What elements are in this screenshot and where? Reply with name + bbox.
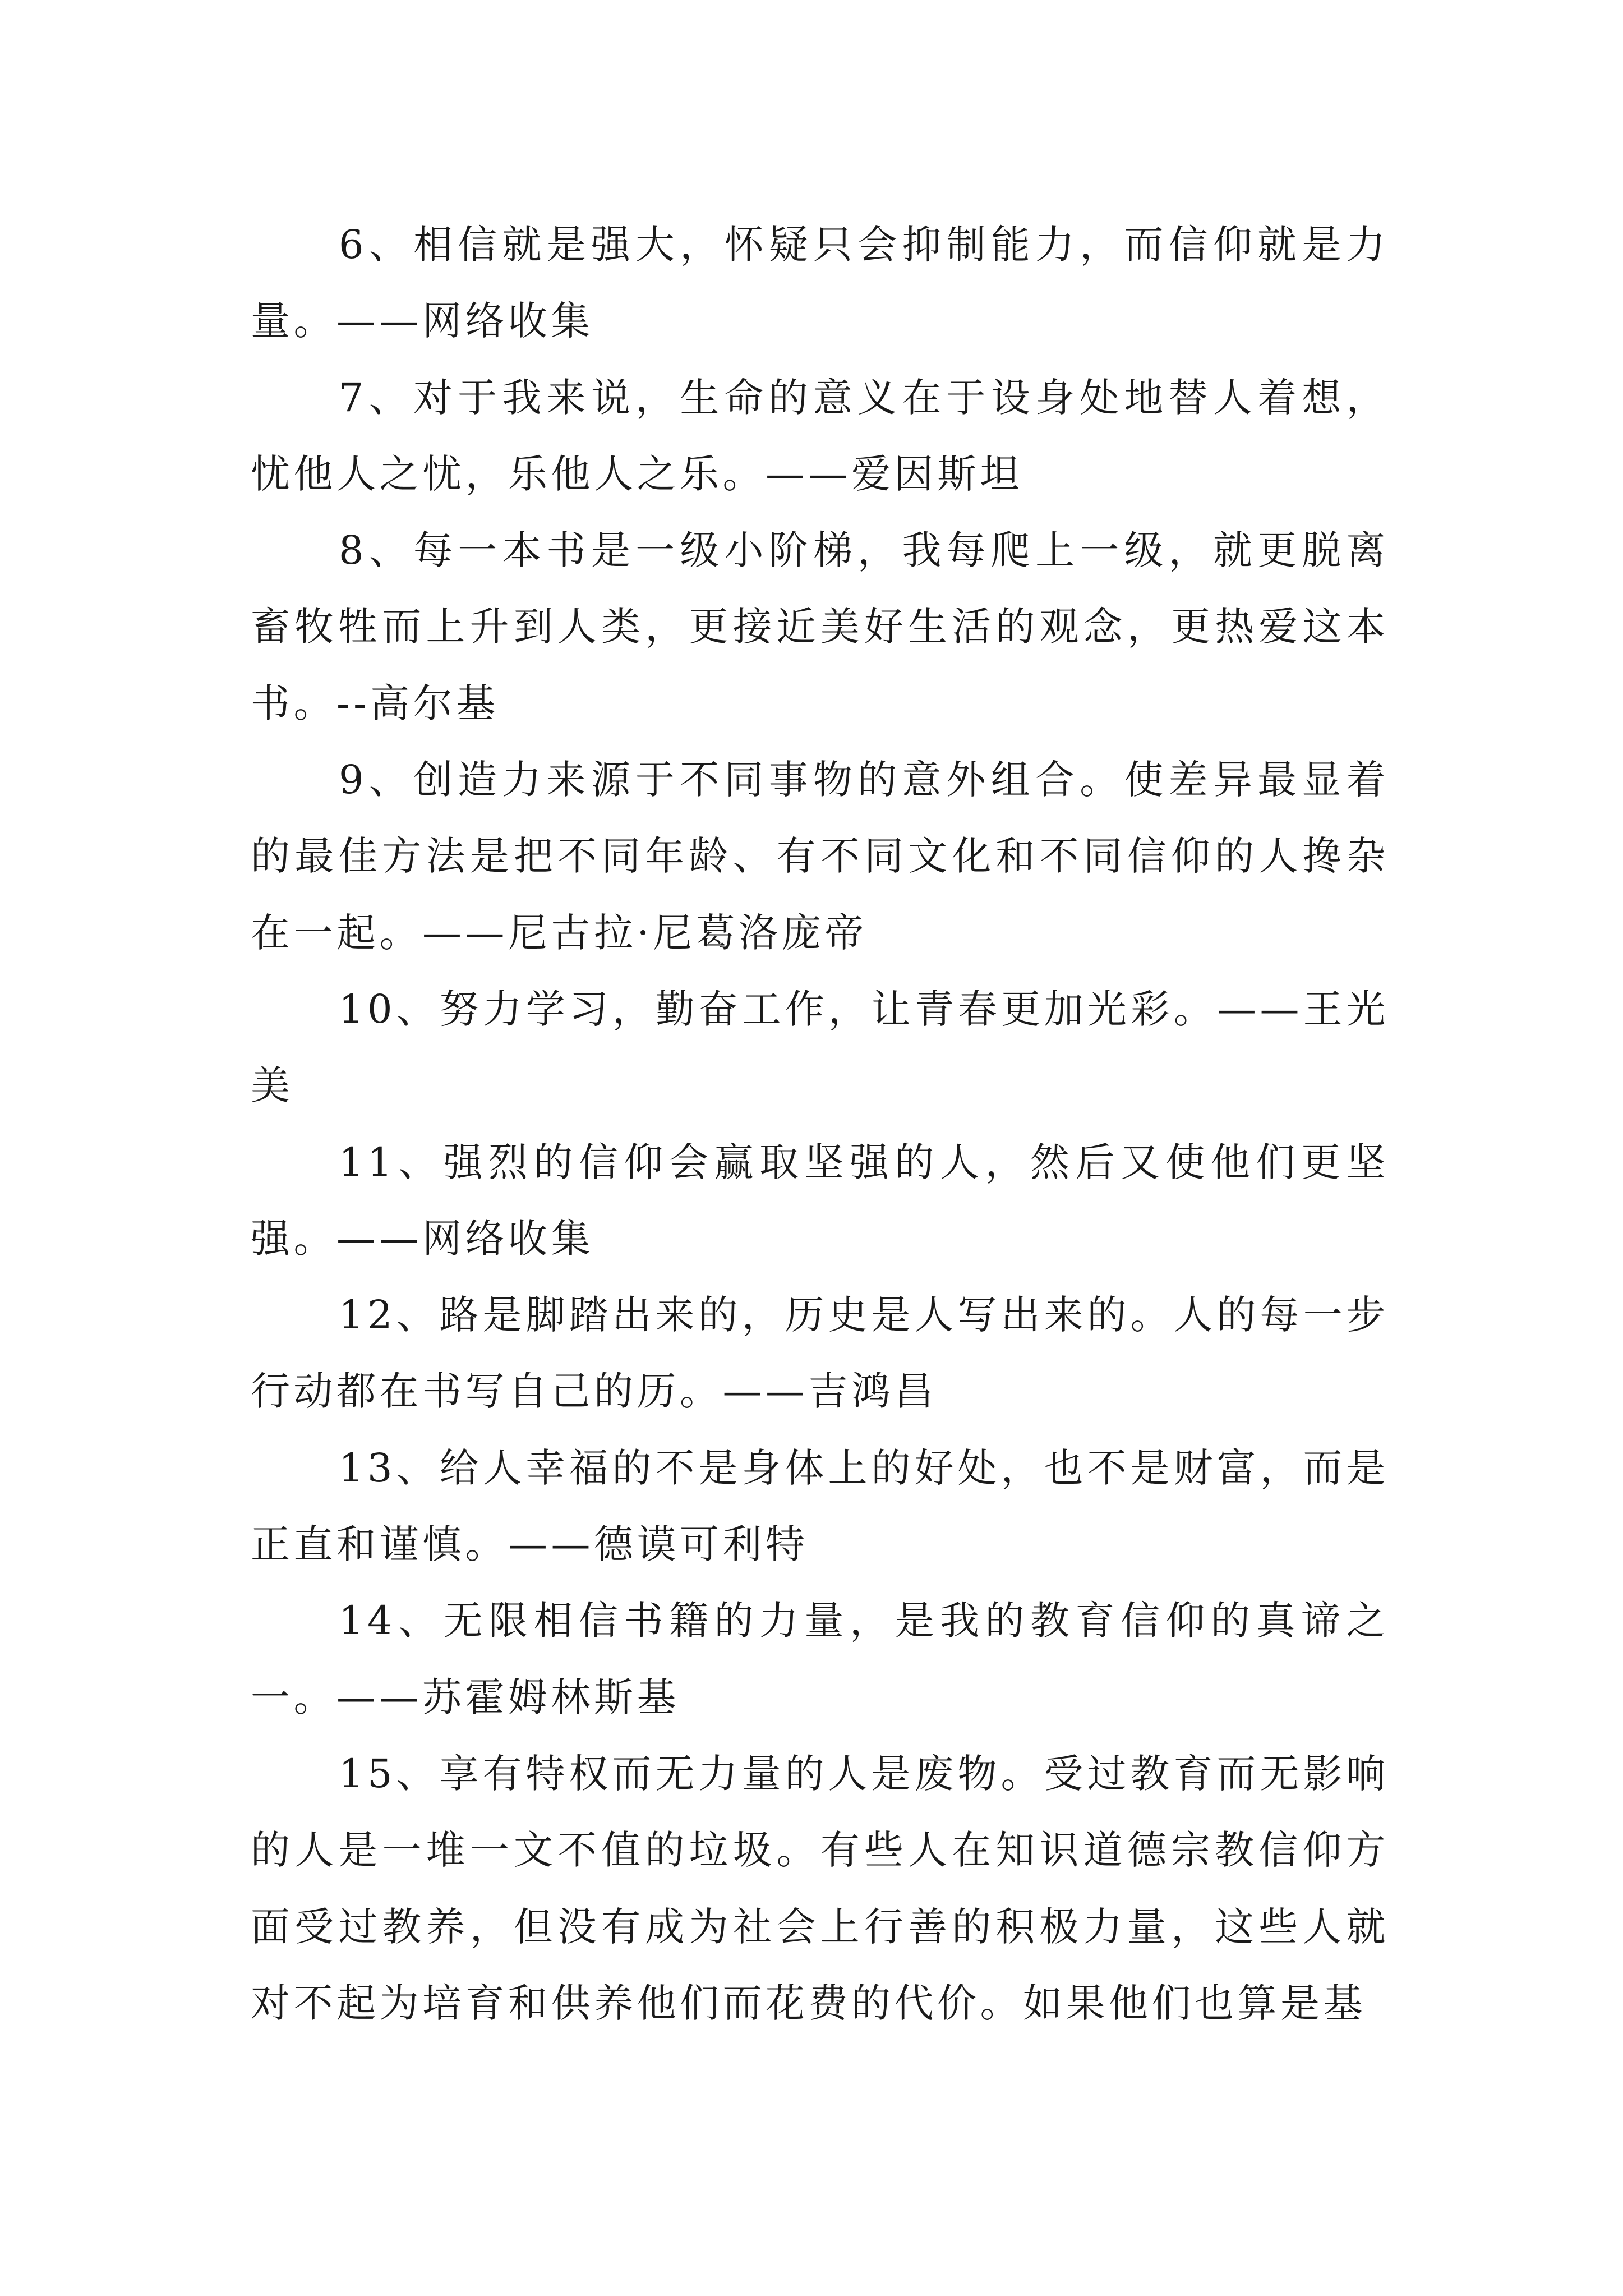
- quote-paragraph: 6、相信就是强大，怀疑只会抑制能力，而信仰就是力量。——网络收集: [251, 222, 1389, 344]
- quote-paragraph: 13、给人幸福的不是身体上的好处，也不是财富，而是正直和谨慎。——德谟可利特: [251, 1444, 1389, 1568]
- quote-paragraph: 12、路是脚踏出来的，历史是人写出来的。人的每一步行动都在书写自己的历。——吉鸿昌: [251, 1292, 1389, 1415]
- quote-list: [251, 206, 1389, 2041]
- quote-paragraph: 15、享有特权而无力量的人是废物。受过教育而无影响的人是一堆一文不值的垃圾。有些人在知识道德宗教信仰方面受过教养，但没有成为社会上行善的积极力量，这些人就对不起为培育和供养他们而花费的代价。如果他们也算是基: [251, 1750, 1389, 2026]
- quote-paragraph: 14、无限相信书籍的力量，是我的教育信仰的真谛之一。——苏霍姆林斯基: [251, 1598, 1389, 1720]
- quote-paragraph: 11、强烈的信仰会赢取坚强的人，然后又使他们更坚强。——网络收集: [251, 1139, 1389, 1262]
- quote-paragraph: 10、努力学习，勤奋工作，让青春更加光彩。——王光美: [251, 986, 1389, 1109]
- quote-paragraph: 9、创造力来源于不同事物的意外组合。使差异最显着的最佳方法是把不同年龄、有不同文化和不同信仰的人搀杂在一起。——尼古拉·尼葛洛庞帝: [251, 757, 1389, 956]
- quote-paragraph: 8、每一本书是一级小阶梯，我每爬上一级，就更脱离畜牧牲而上升到人类，更接近美好生活的观念，更热爱这本书。--高尔基: [251, 527, 1389, 726]
- quote-paragraph: 7、对于我来说，生命的意义在于设身处地替人着想，忧他人之忧，乐他人之乐。——爱因斯坦: [251, 374, 1389, 497]
